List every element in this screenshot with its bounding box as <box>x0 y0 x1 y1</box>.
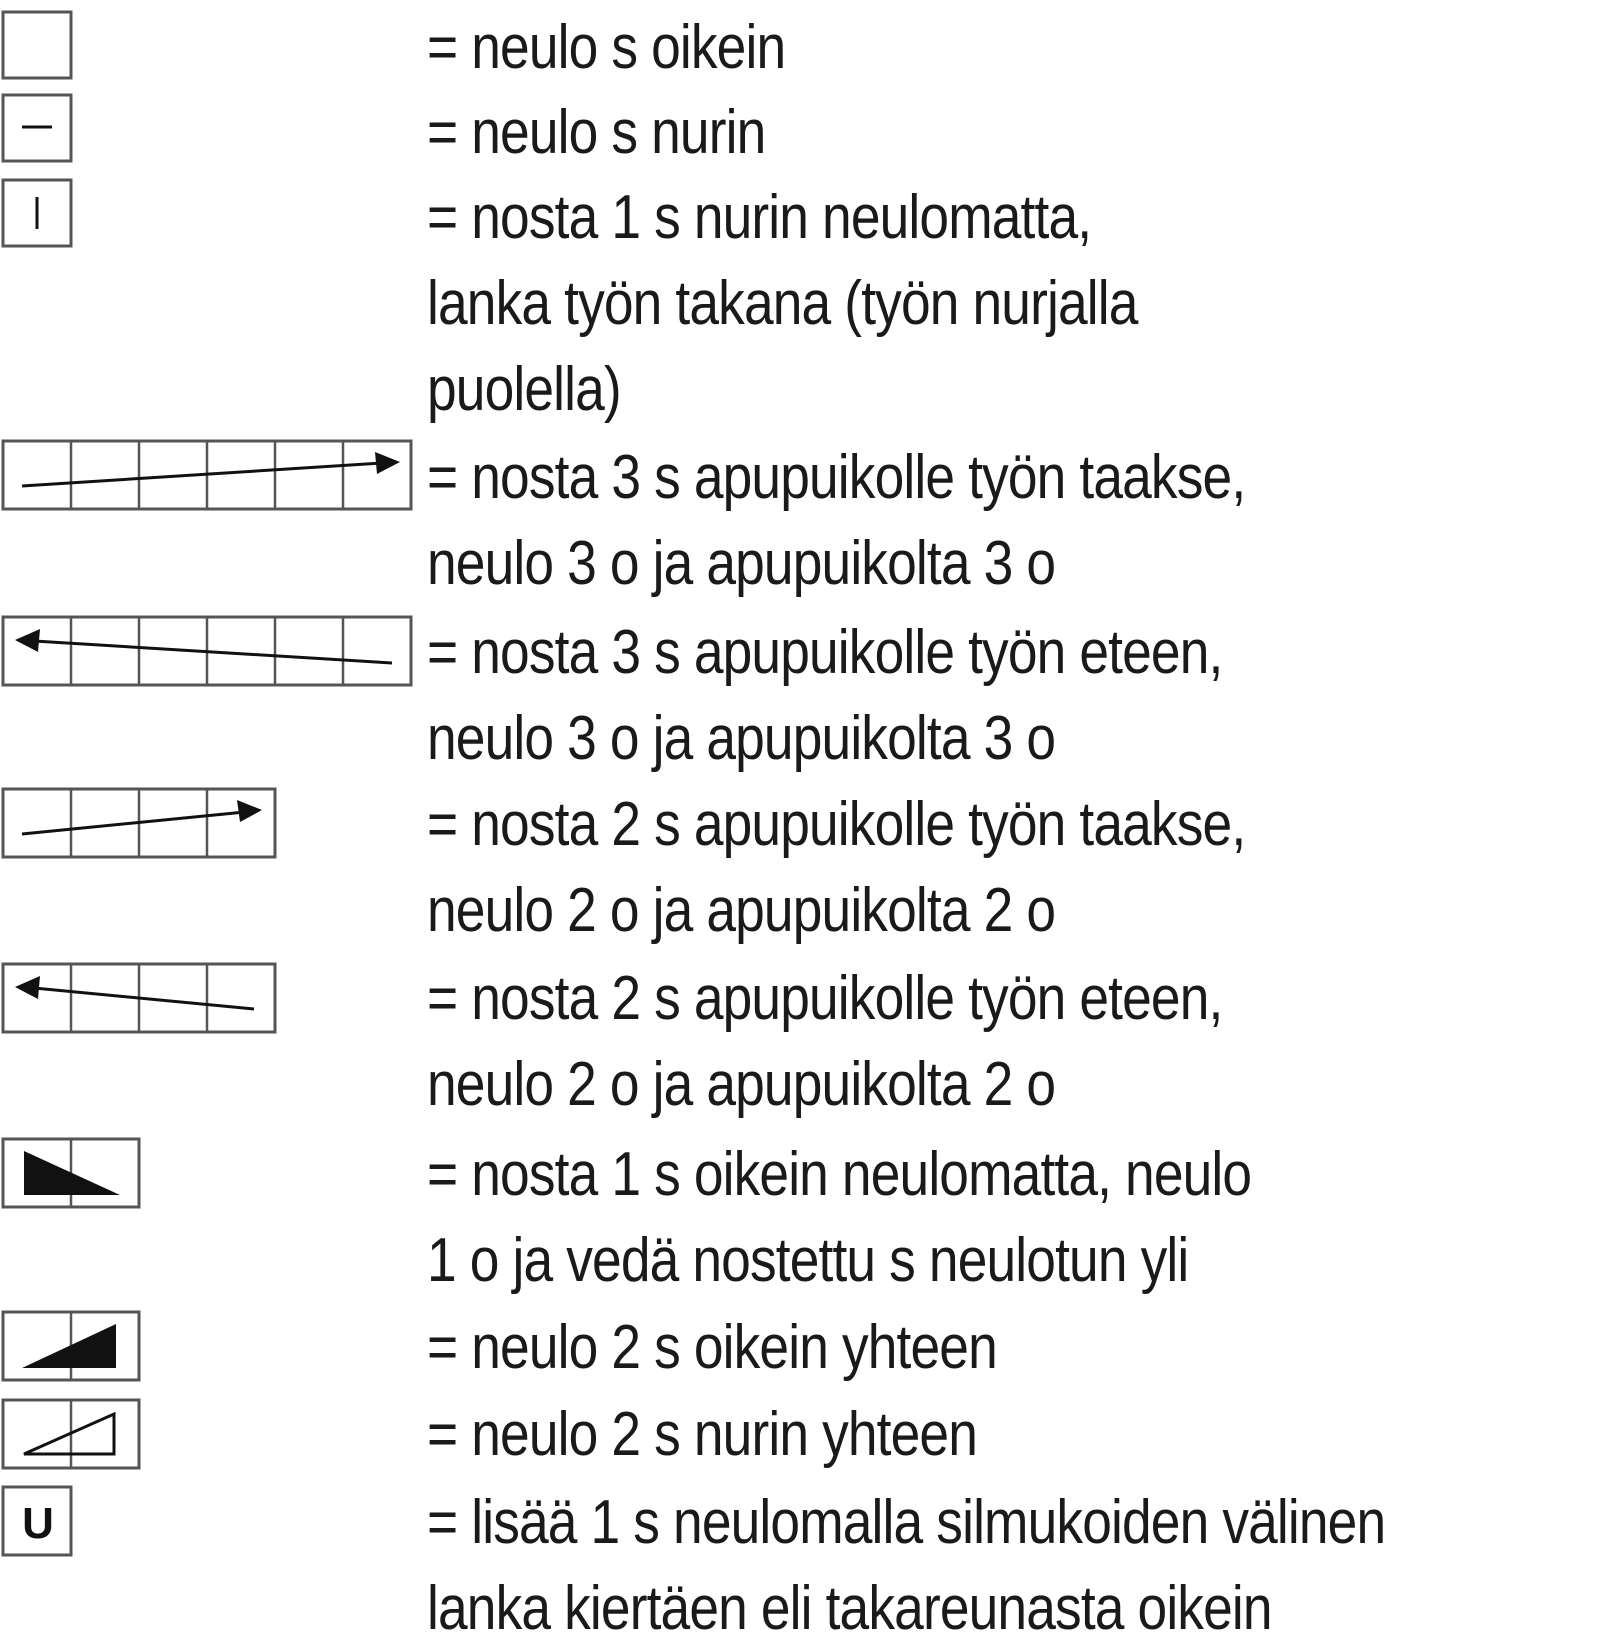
legend-item-knit <box>427 5 1433 91</box>
legend-line: = nosta 2 s apupuikolle työn taakse, <box>427 790 1246 859</box>
legend-line: neulo 3 o ja apupuikolta 3 o <box>427 529 1056 598</box>
increase-icon <box>0 1484 76 1558</box>
legend-item-cable-6-back <box>427 435 1433 607</box>
purl-square-icon <box>0 92 76 164</box>
legend-line: = nosta 1 s oikein neulomatta, neulo <box>427 1140 1252 1209</box>
cable-4-front-icon <box>0 961 280 1035</box>
cable-4-back-icon <box>0 786 280 860</box>
legend-item-slip <box>427 175 1433 433</box>
legend-item-cable-4-back <box>427 782 1433 954</box>
legend-line: = neulo 2 s oikein yhteen <box>427 1313 997 1382</box>
legend-item-p2tog <box>427 1392 1433 1478</box>
k2tog-decrease-icon <box>0 1309 144 1383</box>
legend-line: = neulo s nurin <box>427 98 766 167</box>
legend-line: lanka työn takana (työn nurjalla <box>427 269 1138 338</box>
legend-item-k2tog <box>427 1305 1433 1391</box>
legend-line: = neulo s oikein <box>427 13 786 82</box>
slip-square-icon <box>0 177 76 249</box>
legend-line: puolella) <box>427 355 621 424</box>
legend-line: = lisää 1 s neulomalla silmukoiden välinen <box>427 1488 1386 1557</box>
legend-line: 1 o ja vedä nostettu s neulotun yli <box>427 1226 1189 1295</box>
legend-item-increase <box>427 1480 1433 1652</box>
legend-item-cable-6-front <box>427 610 1433 782</box>
legend-line: = nosta 2 s apupuikolle työn eteen, <box>427 964 1223 1033</box>
legend-line: = nosta 1 s nurin neulomatta, <box>427 183 1092 252</box>
legend-line: neulo 2 o ja apupuikolta 2 o <box>427 1050 1056 1119</box>
p2tog-decrease-icon <box>0 1397 144 1471</box>
cable-6-front-icon <box>0 614 416 688</box>
cable-6-back-icon <box>0 438 416 512</box>
legend-item-ssk <box>427 1132 1433 1304</box>
legend-line: = neulo 2 s nurin yhteen <box>427 1400 978 1469</box>
knit-square-icon <box>0 9 76 81</box>
increase-glyph: U <box>22 1499 54 1548</box>
legend-line: neulo 2 o ja apupuikolta 2 o <box>427 876 1056 945</box>
legend-item-cable-4-front <box>427 956 1433 1128</box>
legend-line: lanka kiertäen eli takareunasta oikein <box>427 1574 1272 1643</box>
legend-line: = nosta 3 s apupuikolle työn eteen, <box>427 618 1223 687</box>
ssk-decrease-icon <box>0 1136 144 1210</box>
legend-line: neulo 3 o ja apupuikolta 3 o <box>427 704 1056 773</box>
legend-line: = nosta 3 s apupuikolle työn taakse, <box>427 443 1246 512</box>
legend-item-purl <box>427 90 1433 176</box>
